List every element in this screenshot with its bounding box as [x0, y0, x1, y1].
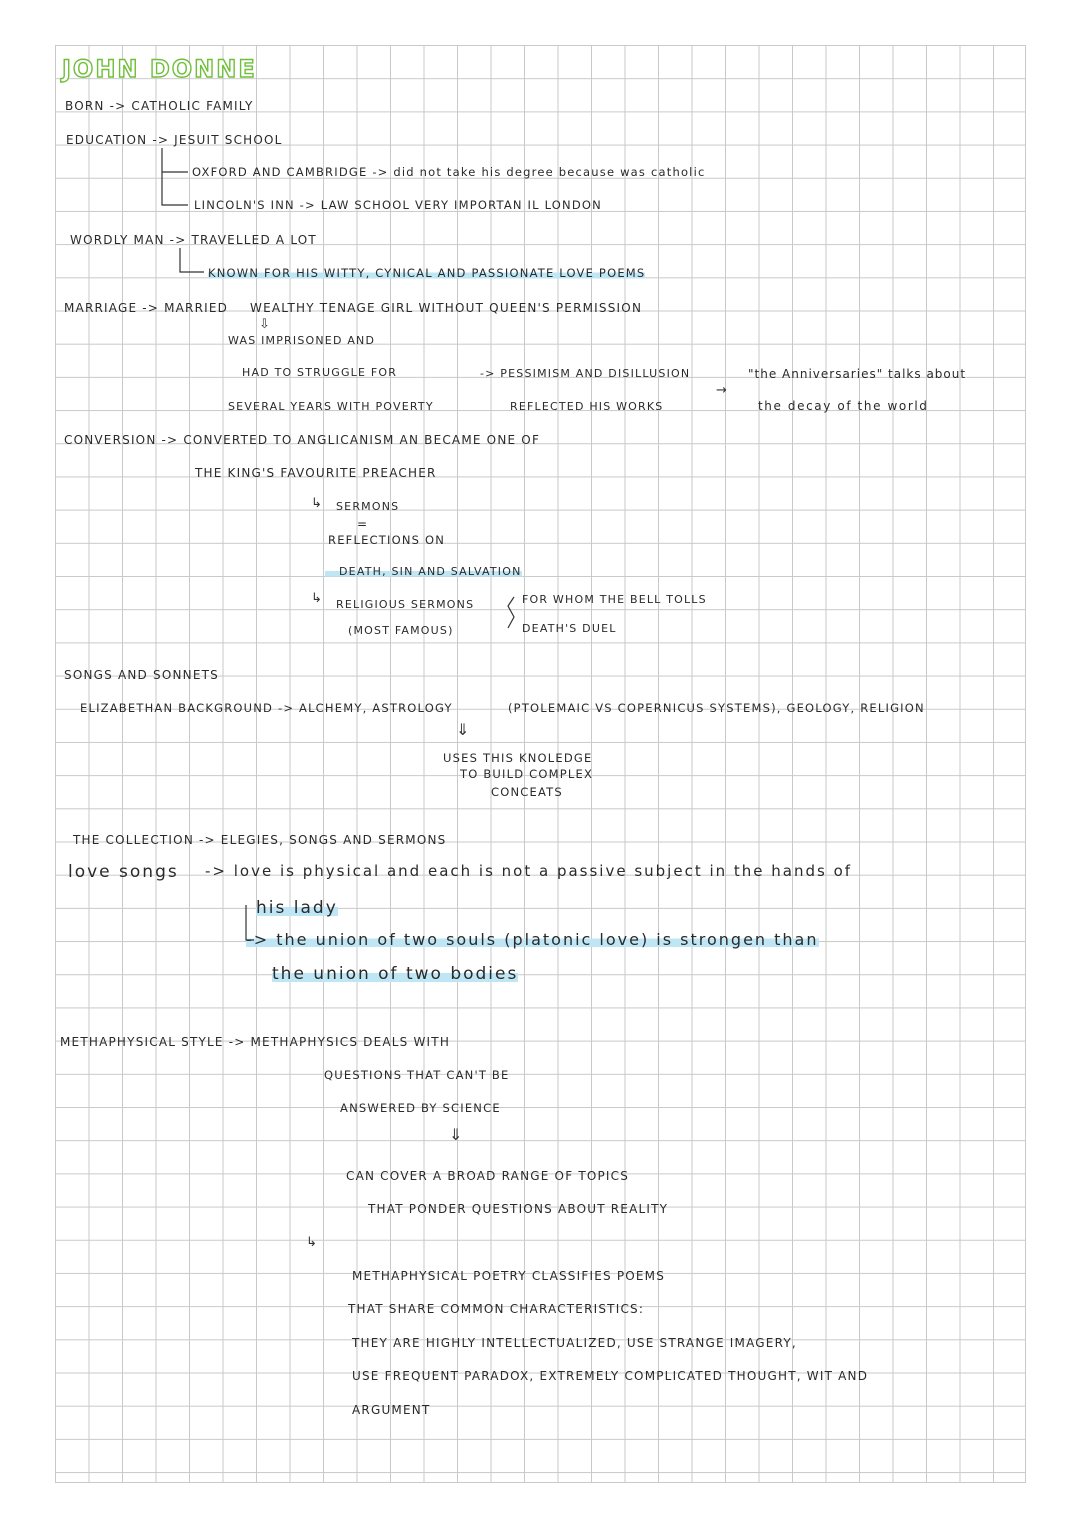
conversion-line: CONVERSION -> CONVERTED TO ANGLICANISM AN BECAME ONE OF — [64, 433, 541, 447]
branch-arrow-icon: ↳ — [311, 496, 324, 511]
marriage-reflected: REFLECTED HIS WORKS — [510, 400, 664, 413]
collection-line: THE COLLECTION -> ELEGIES, SONGS AND SERMONS — [73, 833, 447, 847]
branch-line-oxford — [162, 148, 188, 172]
equals-sign: = — [357, 517, 369, 531]
marriage-line: MARRIAGE -> MARRIED — [64, 301, 229, 315]
metaphysical-line: METHAPHYSICAL STYLE -> METHAPHYSICS DEALS WITH — [60, 1035, 451, 1049]
uses-line-3: CONCEATS — [491, 785, 563, 799]
branch-line-union — [246, 905, 254, 940]
uses-line-1: USES THIS KNOLEDGE — [443, 751, 593, 765]
answered-line: ANSWERED BY SCIENCE — [340, 1101, 501, 1115]
marriage-poverty: SEVERAL YEARS WITH POVERTY — [228, 400, 434, 413]
branch-line-known — [180, 248, 204, 272]
love-line-2: his lady — [256, 898, 338, 918]
songs-heading: SONGS AND SONNETS — [64, 668, 219, 682]
worldly-line: WORDLY MAN -> TRAVELLED A LOT — [70, 233, 317, 247]
worldly-known: KNOWN FOR HIS WITTY, CYNICAL AND PASSIONATE LOVE POEMS — [208, 266, 646, 280]
education-line: EDUCATION -> JESUIT SCHOOL — [66, 133, 283, 147]
poetry-line-5: ARGUMENT — [352, 1403, 431, 1417]
right-arrow-icon: → — [716, 383, 729, 398]
born-line: BORN -> CATHOLIC FAMILY — [65, 99, 254, 113]
love-line-4: the union of two bodies — [272, 964, 519, 984]
cover-line: CAN COVER A BROAD RANGE OF TOPICS — [346, 1169, 630, 1183]
love-songs-label: love songs — [68, 862, 179, 882]
marriage-pessimism: -> PESSIMISM AND DISILLUSION — [480, 367, 691, 380]
education-oxford: OXFORD AND CAMBRIDGE -> did not take his degree because was catholic — [192, 165, 706, 179]
kings-preacher: THE KING'S FAVOURITE PREACHER — [195, 466, 437, 480]
elizabethan-line: ELIZABETHAN BACKGROUND -> ALCHEMY, ASTROLOGY — [80, 701, 453, 715]
education-lincoln: LINCOLN'S INN -> LAW SCHOOL VERY IMPORTAN IL LONDON — [194, 198, 602, 212]
death-sin-salvation: DEATH, SIN AND SALVATION — [325, 566, 522, 577]
poetry-line-1: METHAPHYSICAL POETRY CLASSIFIES POEMS — [352, 1269, 666, 1283]
poetry-line-2: THAT SHARE COMMON CHARACTERISTICS: — [348, 1302, 645, 1316]
branch-arrow-icon-2: ↳ — [311, 591, 324, 606]
most-famous: (MOST FAMOUS) — [348, 624, 454, 637]
deaths-duel: DEATH'S DUEL — [522, 622, 617, 635]
questions-line: QUESTIONS THAT CAN'T BE — [324, 1068, 510, 1082]
love-line-3: -> the union of two souls (platonic love) is strongen than — [246, 930, 819, 949]
uses-line-2: TO BUILD COMPLEX — [460, 767, 594, 781]
down-arrow-icon: ⇩ — [259, 317, 272, 332]
systems-line: (PTOLEMAIC VS COPERNICUS SYSTEMS), GEOLOGY, RELIGION — [508, 701, 925, 715]
reflections-label: REFLECTIONS ON — [328, 533, 446, 547]
ponder-line: THAT PONDER QUESTIONS ABOUT REALITY — [368, 1202, 669, 1216]
bell-tolls: FOR WHOM THE BELL TOLLS — [522, 593, 707, 606]
bracket-sermons — [508, 597, 514, 628]
down-double-arrow-icon: ⇓ — [456, 720, 471, 739]
anniversaries-line-2: the decay of the world — [758, 399, 929, 413]
marriage-girl: WEALTHY TENAGE GIRL WITHOUT QUEEN'S PERMISSION — [250, 301, 643, 315]
love-line-1: -> love is physical and each is not a passive subject in the hands of — [205, 862, 853, 880]
marriage-struggle: HAD TO STRUGGLE FOR — [242, 366, 398, 379]
branch-arrow-icon-3: ↳ — [306, 1235, 319, 1250]
poetry-line-4: USE FREQUENT PARADOX, EXTREMELY COMPLICATED THOUGHT, WIT AND — [352, 1369, 869, 1383]
branch-line-lincoln — [162, 172, 188, 205]
marriage-imprisoned: WAS IMPRISONED AND — [228, 334, 376, 347]
down-double-arrow-icon-2: ⇓ — [449, 1125, 464, 1144]
anniversaries-line-1: "the Anniversaries" talks about — [748, 367, 967, 381]
poetry-line-3: THEY ARE HIGHLY INTELLECTUALIZED, USE STRANGE IMAGERY, — [352, 1336, 797, 1350]
page-title: JOHN DONNE — [62, 55, 257, 83]
religious-sermons: RELIGIOUS SERMONS — [336, 598, 475, 611]
sermons-label: SERMONS — [336, 500, 400, 513]
